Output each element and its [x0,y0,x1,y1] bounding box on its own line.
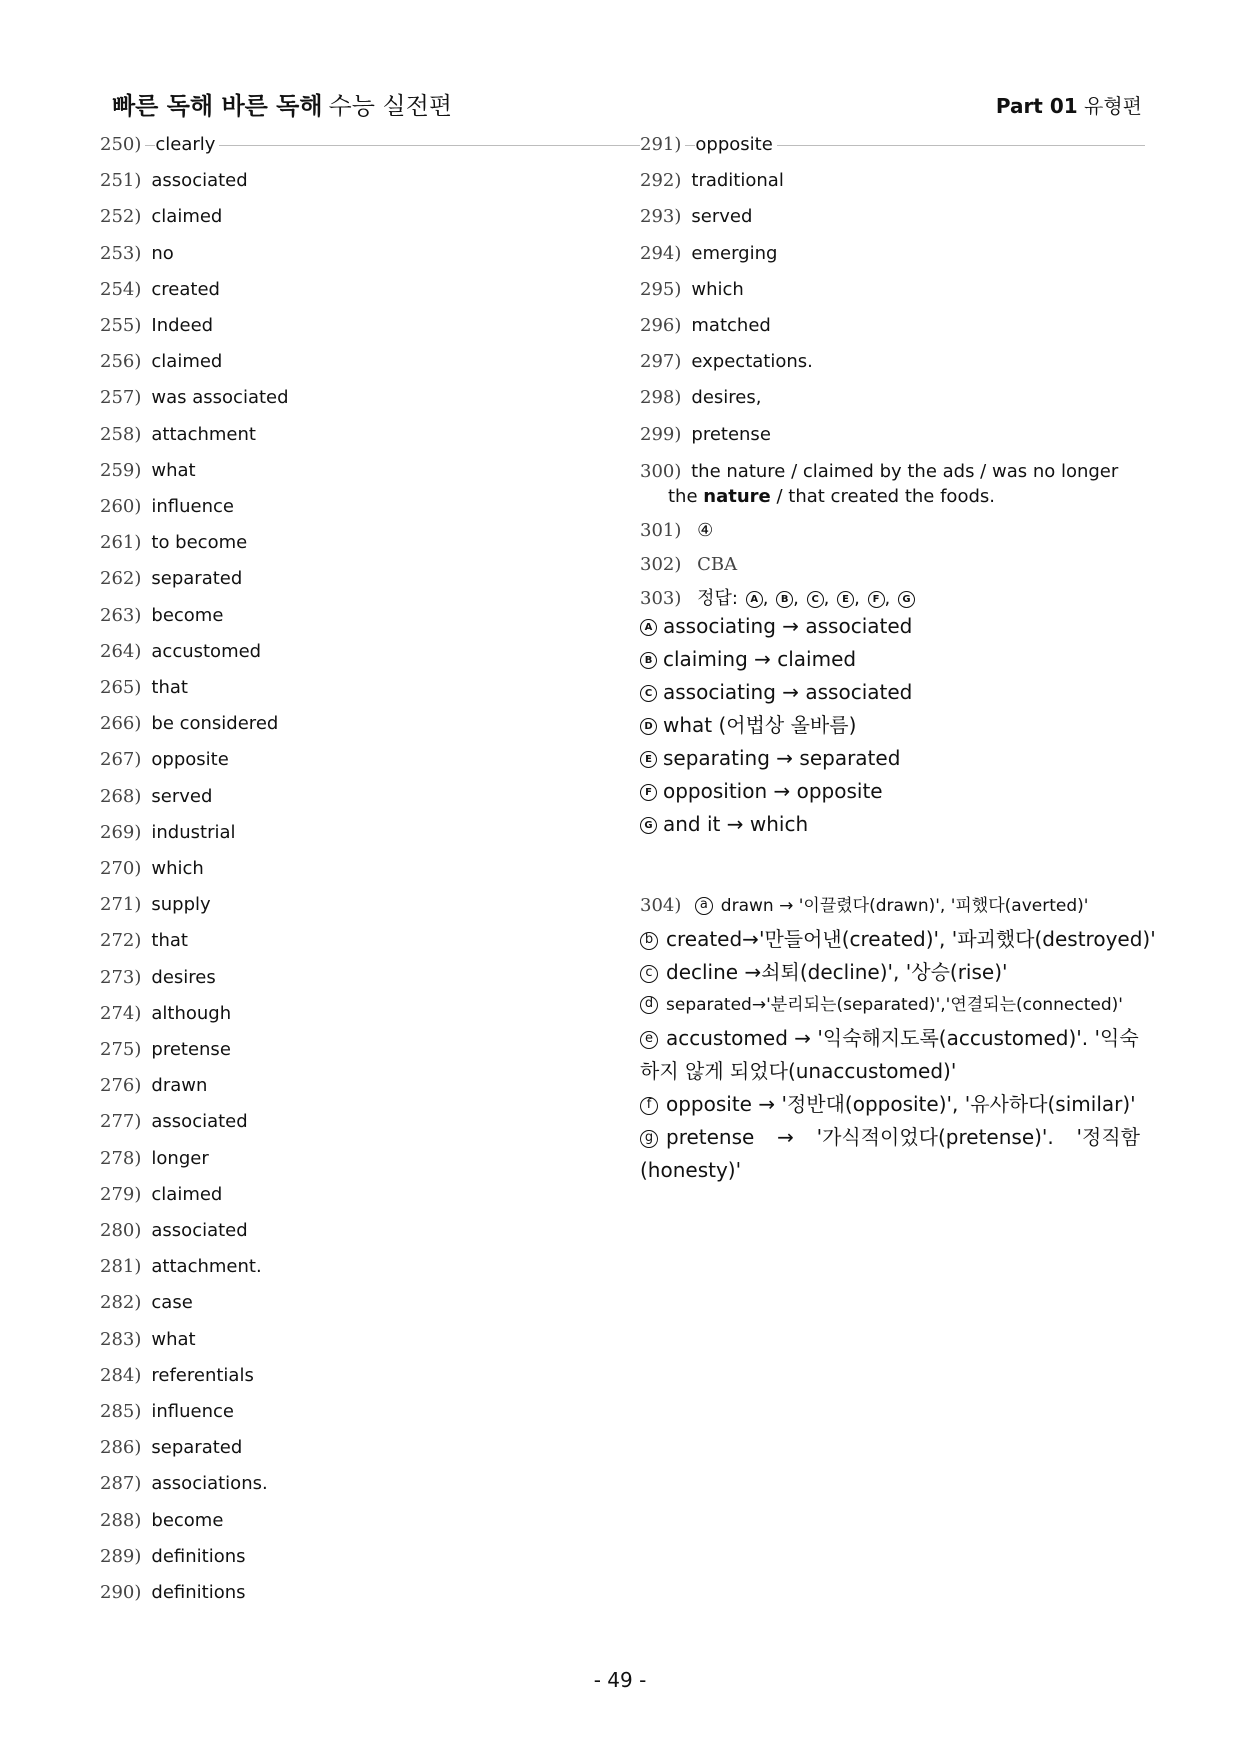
item-number: 291) [640,134,685,155]
item304-d-row [640,989,1140,1022]
item-answer: that [151,930,188,952]
item-answer: created [151,278,220,300]
circled-letter-e: e [640,1031,658,1049]
item-number: 276) [100,1075,142,1097]
item300-line2-post: / that created the foods. [776,486,995,507]
item-answer: traditional [691,170,784,192]
correction-line [640,646,856,672]
answer-item [640,278,744,302]
answer-item [100,1400,234,1424]
item-number: 268) [100,785,142,807]
book-title-bold: 빠른 독해 바른 독해 [112,92,323,120]
answer-item [100,785,212,809]
circled-letter: E [640,751,657,768]
item-number: 264) [100,640,142,662]
item-answer: be considered [151,713,279,735]
item304-c-text: decline →쇠퇴(decline)', '상승(rise)' [666,960,1008,984]
item-number: 262) [100,568,142,590]
item-number: 296) [640,315,682,336]
item-answer: opposite [151,749,229,771]
answer-item [100,567,242,591]
item-number: 302) [640,554,682,575]
item-answer: claimed [151,351,223,373]
answer-item [100,169,248,193]
item-answer: desires, [691,387,762,409]
item-answer: associated [151,170,248,192]
answer-item [100,1291,193,1315]
answer-item [640,386,761,410]
answer-item [100,242,174,266]
part-number: Part 01 [995,94,1078,118]
item-number: 256) [100,351,142,373]
item-answer: associated [151,1220,248,1241]
answer-item-302 [640,553,737,577]
item-answer: although [151,1002,232,1024]
item-number: 280) [100,1220,142,1241]
item-answer: no [151,242,174,264]
item-answer: desires [151,966,216,988]
correction-line [640,679,912,705]
answer-item [100,1509,223,1533]
answer-item [100,1581,246,1605]
item-answer: attachment. [151,1256,262,1278]
item304-g-row [640,1121,1140,1187]
answer-item [640,242,777,266]
circled-letter: E [837,591,854,608]
item-answer: expectations. [691,351,813,373]
item-number: 265) [100,677,142,698]
part-label [996,90,1142,119]
answer-item [100,350,222,374]
answer-item [640,423,771,447]
item-number: 289) [100,1545,142,1567]
answer-item [100,133,219,157]
item-number: 260) [100,496,142,517]
correction-text: associating → associated [663,680,913,704]
item-number: 283) [100,1328,142,1350]
correction-line [640,811,808,837]
item-answer: referentials [151,1364,254,1386]
item-answer: accustomed [151,640,262,662]
item-number: 250) [100,134,145,155]
correction-line [640,613,912,639]
item-answer: definitions [151,1545,246,1567]
answer-item [640,350,813,374]
answer-item-300 [640,459,1140,509]
page-header [112,86,1142,122]
circled-letter: A [746,591,763,608]
item-number: 288) [100,1509,142,1531]
circled-letter-g: g [640,1130,658,1148]
item-answer: separated [151,1437,243,1459]
correction-text: separating → separated [663,746,901,770]
item-answer: emerging [691,242,778,264]
item-answer: what [151,459,196,481]
answer-item [640,205,752,229]
circled-letter: G [640,817,657,834]
item-number: 267) [100,749,142,771]
answer-item [100,1545,246,1569]
correction-line [640,778,883,804]
item-number: 270) [100,858,142,879]
item-answer: pretense [691,423,771,445]
circled-letter: C [640,685,657,702]
circled-letter: B [776,591,793,608]
circled-letter-d: d [640,996,658,1014]
item-number: 304) [640,895,682,916]
answer-item [100,640,261,664]
item-number: 298) [640,387,682,409]
item-answer: that [151,677,188,698]
answer-item [640,314,771,338]
answer-item-303 [640,587,915,611]
item-answer: claimed [151,1183,223,1205]
item-number: 254) [100,278,142,300]
item300-line2 [640,484,1140,509]
item-answer: definitions [151,1582,246,1603]
item-number: 290) [100,1582,142,1603]
item-number: 282) [100,1292,142,1314]
answer-item [100,712,278,736]
item-number: 251) [100,170,142,192]
circled-letter: F [640,784,657,801]
answer-item [100,1183,222,1207]
answer-item [100,604,223,628]
answer-item-301 [640,519,713,543]
correction-text: associating → associated [663,614,913,638]
item302-answer: CBA [697,554,738,575]
item-number: 293) [640,206,682,228]
item-number: 300) [640,461,685,482]
answer-item [100,893,211,917]
item-number: 295) [640,278,682,300]
item-answer: longer [151,1147,209,1169]
item-number: 301) [640,520,682,541]
item-answer: separated [151,568,243,590]
answer-item [100,748,229,772]
item-number: 285) [100,1401,142,1422]
circled-letter-b: b [640,932,658,950]
circled-letter: D [640,718,657,735]
item-number: 281) [100,1256,142,1278]
item304-b-text: created→'만들어낸(created)', '파괴했다(destroyed)' [666,927,1156,951]
item-number: 303) [640,588,682,609]
item-answer: supply [151,894,211,916]
item-number: 273) [100,966,142,988]
circled-letter: F [868,591,885,608]
answer-item [100,1038,231,1062]
item304-g-text: pretense → '가식적이었다(pretense)'. '정직함 (honesty)' [640,1125,1140,1182]
item-number: 275) [100,1039,142,1060]
item304-a-text: drawn → '이끌렸다(drawn)', '피했다(averted)' [720,896,1089,916]
item-number: 266) [100,713,142,735]
item-number: 297) [640,351,682,373]
item304-b-row [640,923,1156,956]
item-number: 258) [100,423,142,445]
item-answer: industrial [151,821,236,843]
circled-letter-f: f [640,1097,658,1115]
answer-item [100,1472,268,1496]
item-number: 263) [100,604,142,626]
answer-item [100,1074,207,1098]
circled-letter-a: a [695,897,713,915]
item-answer: claimed [151,206,223,228]
item-answer: served [691,206,753,228]
item-answer: influence [151,1401,234,1422]
answer-item [100,929,188,953]
item-answer: was associated [151,387,289,409]
item-number: 252) [100,206,142,228]
circled-letter: G [898,591,915,608]
item-answer: opposite [695,134,776,155]
correction-line [640,712,856,738]
answer-item [640,133,777,157]
answer-item-304 [640,889,1156,1187]
item-answer: Indeed [151,315,214,336]
item-answer: clearly [155,134,219,155]
item304-f-text: opposite → '정반대(opposite)', '유사하다(similar)' [666,1092,1136,1116]
item-number: 292) [640,170,682,192]
item-answer: become [151,1509,224,1531]
item-answer: drawn [151,1075,208,1097]
correction-text: opposition → opposite [663,779,883,803]
item304-d-text: separated→'분리되는(separated)','연결되는(connected)' [666,995,1123,1015]
item303-answer-letters: A , B , C , E , F , G [744,588,915,609]
item-number: 286) [100,1437,142,1459]
answer-item [100,1436,242,1460]
item303-label: 정답: [697,588,738,609]
circled-letter: C [807,591,824,608]
answer-item [100,1110,248,1134]
correction-line [640,745,900,771]
item-answer: served [151,785,213,807]
item-answer: matched [691,315,771,336]
answer-item [100,1219,248,1243]
item-number: 287) [100,1473,142,1495]
item-answer: what [151,1328,196,1350]
part-name: 유형편 [1084,94,1142,118]
item300-line2-pre: the [668,486,698,507]
item-number: 259) [100,459,142,481]
item-number: 272) [100,930,142,952]
answer-item [100,459,196,483]
item304-e-text: accustomed → '익숙해지도록(accustomed)'. '익숙 하지 않게 되었다(unaccustomed)' [640,1026,1139,1083]
item-number: 279) [100,1183,142,1205]
answer-item [100,1002,231,1026]
circled-letter-c: c [640,965,658,983]
answer-item [100,205,222,229]
item304-e-row [640,1022,1140,1088]
correction-text: claiming → claimed [663,647,857,671]
circled-letter: B [640,652,657,669]
book-title [112,86,452,121]
item-answer: to become [151,532,248,554]
page-number: - 49 - [593,1668,647,1692]
item-number: 299) [640,423,682,445]
answer-item [100,966,216,990]
item304-c-row [640,956,1140,989]
item300-line1: the nature / claimed by the ads / was no longer [691,461,1119,482]
item-number: 271) [100,894,142,916]
answer-item [100,386,289,410]
item-number: 269) [100,821,142,843]
answer-item [100,314,213,338]
item-answer: which [691,278,744,300]
book-title-sub: 수능 실전편 [328,92,453,120]
answer-item [100,278,220,302]
answer-item [100,1328,196,1352]
item-answer: become [151,604,224,626]
answer-item [100,821,236,845]
answer-item [100,531,247,555]
item-number: 257) [100,387,142,409]
item-number: 284) [100,1364,142,1386]
item-answer: case [151,1292,193,1314]
item300-bold-word: nature [703,486,771,507]
item301-answer: ④ [697,520,714,541]
answer-item [100,857,204,881]
item304-a-row [640,889,1140,923]
answer-item [100,423,256,447]
item-number: 278) [100,1147,142,1169]
item-answer: attachment [151,423,256,445]
answer-item [100,1364,254,1388]
answer-item [640,169,784,193]
answer-item [100,1147,209,1171]
circled-letter: A [640,619,657,636]
item-number: 253) [100,242,142,264]
item-number: 274) [100,1002,142,1024]
item-number: 255) [100,315,142,336]
item-answer: pretense [151,1039,231,1060]
correction-text: what (어법상 올바름) [663,713,857,737]
item-number: 294) [640,242,682,264]
correction-text: and it → which [663,812,809,836]
item-answer: associations. [151,1473,268,1495]
item-number: 261) [100,532,142,554]
item-answer: which [151,858,204,879]
answer-item [100,1255,262,1279]
item-number: 277) [100,1111,142,1133]
item-answer: influence [151,496,234,517]
item-answer: associated [151,1111,248,1133]
answer-item [100,495,234,519]
answer-item [100,676,188,700]
item304-f-row [640,1088,1140,1121]
